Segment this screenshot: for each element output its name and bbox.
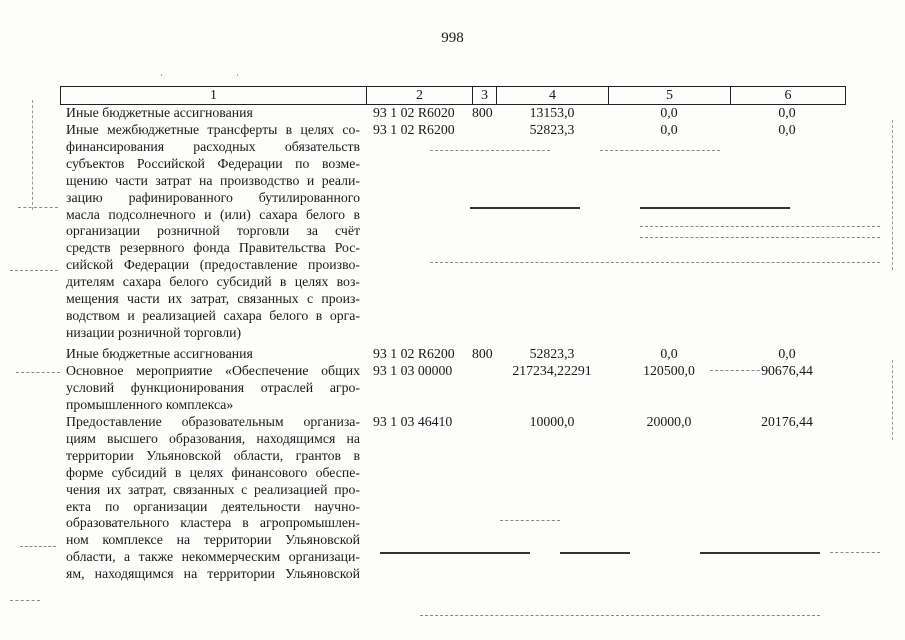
scan-dash xyxy=(640,237,880,238)
description-line: организации розничной торговли за счёт xyxy=(66,223,360,239)
description-line: ном комплексе на территории Ульяновской xyxy=(66,532,360,548)
scan-dash xyxy=(20,546,56,547)
column-header-5: 5 xyxy=(609,87,731,104)
description-line: циям высшего образования, находящимся на xyxy=(66,430,360,446)
description-line: екта по организации деятельности научно- xyxy=(66,498,360,514)
table-header-row xyxy=(60,86,846,105)
column-header-1: 1 xyxy=(61,87,367,104)
row-description xyxy=(66,105,360,122)
amount-col6: 90676,44 xyxy=(761,363,813,378)
scan-dash xyxy=(640,226,880,227)
scan-dash xyxy=(700,552,820,554)
amount-col6: 20176,44 xyxy=(761,414,813,429)
description-line: чения их затрат, связанных с реализацией про- xyxy=(66,481,360,497)
amount-col5: 120500,0 xyxy=(643,363,695,378)
scan-dash xyxy=(430,262,880,263)
scan-dash xyxy=(560,552,630,554)
description-line: Основное мероприятие «Обеспечение общих xyxy=(66,363,360,378)
description-line: Предоставление образовательным организа- xyxy=(66,414,360,429)
scan-speck: · xyxy=(160,70,163,80)
row-description xyxy=(66,363,360,414)
budget-code: 93 1 02 R6200 xyxy=(373,346,455,361)
description-line: зацию рафинированного бутилированного xyxy=(66,189,360,205)
description-line: образовательного кластера в агропромышлен- xyxy=(66,515,360,531)
expense-type: 800 xyxy=(472,346,493,361)
scan-margin-line xyxy=(892,120,893,270)
amount-col4: 13153,0 xyxy=(529,105,575,120)
scan-speck: · xyxy=(236,70,239,80)
amount-col4: 217234,22291 xyxy=(512,363,592,378)
description-line: Иные межбюджетные трансферты в целях со- xyxy=(66,122,360,137)
amount-col5: 0,0 xyxy=(660,122,678,137)
scan-dash xyxy=(10,600,40,601)
scan-dash xyxy=(640,207,790,209)
row-description xyxy=(66,122,360,342)
description-line: дителям сахара белого субсидий в целях воз- xyxy=(66,274,360,290)
scan-dash xyxy=(600,150,720,151)
column-header-3: 3 xyxy=(473,87,497,104)
scan-dash xyxy=(430,150,550,151)
description-line: масла подсолнечного и (или) сахара белого в xyxy=(66,206,360,222)
description-line: мещения части их затрат, связанных с произ- xyxy=(66,291,360,307)
scan-dash xyxy=(830,552,880,553)
amount-col4: 52823,3 xyxy=(529,122,575,137)
budget-code: 93 1 03 46410 xyxy=(373,414,453,429)
description-line: ям, находящимся на территории Ульяновской xyxy=(66,566,360,582)
scan-dash xyxy=(500,520,560,521)
amount-col5: 20000,0 xyxy=(646,414,692,429)
budget-code: 93 1 03 00000 xyxy=(373,363,453,378)
scan-dash xyxy=(420,615,820,616)
description-line: условий функционирования отраслей агро- xyxy=(66,379,360,395)
scan-dash xyxy=(18,207,58,208)
description-line: низации розничной торговли) xyxy=(66,324,242,340)
scan-dash xyxy=(10,270,58,271)
budget-code: 93 1 02 R6200 xyxy=(373,122,455,137)
amount-col4: 10000,0 xyxy=(529,414,575,429)
budget-code: 93 1 02 R6020 xyxy=(373,105,455,120)
amount-col6: 0,0 xyxy=(778,346,796,361)
description-line: водством и реализацией сахара белого в орга- xyxy=(66,307,360,323)
scan-dash xyxy=(380,552,530,554)
scan-dash xyxy=(470,207,580,209)
amount-col6: 0,0 xyxy=(778,122,796,137)
description-line: субъектов Российской Федерации по возме- xyxy=(66,155,360,171)
scan-dash xyxy=(16,372,60,373)
row-description xyxy=(66,414,360,583)
description-line: форме субсидий в целях финансового обеспе- xyxy=(66,464,360,480)
row-description xyxy=(66,346,360,363)
description-line: области, а также некоммерческим организаци- xyxy=(66,549,360,565)
amount-col5: 0,0 xyxy=(660,346,678,361)
description-line: Иные бюджетные ассигнования xyxy=(66,346,253,361)
amount-col5: 0,0 xyxy=(660,105,678,120)
description-line: финансирования расходных обязательств xyxy=(66,138,360,154)
page-number: 998 xyxy=(441,30,464,46)
expense-type: 800 xyxy=(472,105,493,120)
amount-col4: 52823,3 xyxy=(529,346,575,361)
column-header-2: 2 xyxy=(367,87,473,104)
description-line: щению части затрат на производство и реали- xyxy=(66,172,360,188)
description-line: Иные бюджетные ассигнования xyxy=(66,105,253,120)
description-line: средств резервного фонда Правительства Рос- xyxy=(66,240,360,256)
scan-margin-line xyxy=(32,100,33,210)
column-header-6: 6 xyxy=(784,88,792,103)
scan-margin-line xyxy=(892,360,893,440)
description-line: территории Ульяновской области, грантов в xyxy=(66,447,360,463)
amount-col6: 0,0 xyxy=(778,105,796,120)
column-header-4: 4 xyxy=(497,87,609,104)
description-line: сийской Федерации (предоставление произво- xyxy=(66,257,360,273)
description-line: промышленного комплекса» xyxy=(66,396,234,412)
